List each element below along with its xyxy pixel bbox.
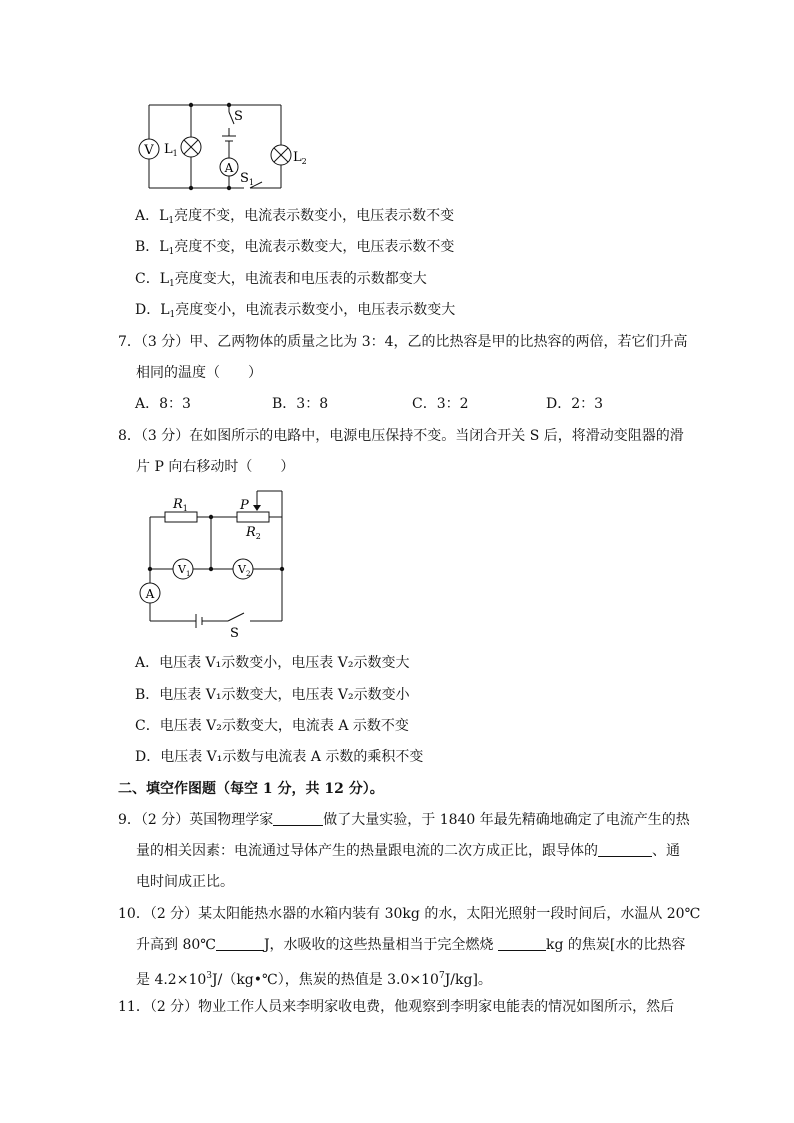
r2-label: $R_2$ — [246, 525, 261, 541]
q8-option-c: C．电压表 V₂示数变大，电流表 A 示数不变 — [135, 718, 409, 734]
q7-option-a: A．8：3 — [135, 396, 191, 412]
slider-p-label: P — [240, 498, 249, 513]
switch-2-label: S — [230, 626, 239, 641]
q10-line1: 10．（2 分）某太阳能热水器的水箱内装有 30kg 的水，太阳光照射一段时间后，水温从 20℃ — [118, 906, 701, 922]
r1-label: $R_1$ — [173, 497, 188, 513]
q9-line3: 电时间成正比。 — [136, 874, 234, 890]
q7-stem-line2: 相同的温度（ ） — [136, 365, 262, 381]
v2-label: $V_2$ — [238, 563, 251, 578]
q6-option-d: D．$L_1$亮度变小，电流表示数变小，电压表示数变大 — [135, 302, 456, 320]
q10-blank-2[interactable] — [498, 936, 546, 951]
voltmeter-label: V — [144, 143, 154, 158]
q9-line1: 9．（2 分）英国物理学家 做了大量实验，于 1840 年最先精确地确定了电流产生的热 — [118, 812, 690, 828]
q10-line2: 升高到 80℃ J，水吸收的这些热量相当于完全燃烧 kg 的焦炭[水的比热容 — [136, 937, 686, 953]
ammeter-2-label: A — [145, 587, 155, 601]
q6-option-c: C．$L_1$亮度变大，电流表和电压表的示数都变大 — [135, 271, 427, 289]
q8-stem-line2: 片 P 向右移动时（ ） — [136, 459, 295, 475]
q8-stem-line1: 8．（3 分）在如图所示的电路中，电源电压保持不变。当闭合开关 S 后，将滑动变阻器的滑 — [118, 428, 684, 444]
ammeter-label: A — [224, 161, 234, 175]
lamp2-label: $L_2$ — [293, 150, 307, 166]
q10-line3: 是 $4.2\times 10^3J/(kg•℃)$，焦炭的热值是 $3.0\times 10^7J/kg$]。 — [136, 971, 492, 988]
q6-option-b: B．$L_1$亮度不变，电流表示数变大，电压表示数不变 — [135, 239, 455, 257]
lamp1-label: $L_1$ — [164, 142, 178, 158]
section-2-title: 二、填空作图题（每空 1 分，共 12 分）。 — [118, 781, 384, 797]
q9-line2: 量的相关因素：电流通过导体产生的热量跟电流的二次方成正比，跟导体的 、通 — [136, 843, 680, 859]
q7-option-d: D．2：3 — [546, 396, 604, 412]
v1-label: $V_1$ — [178, 563, 191, 578]
circuit-diagram-2 — [130, 484, 300, 644]
q8-option-b: B．电压表 V₁示数变大，电压表 V₂示数变小 — [135, 687, 410, 703]
q9-blank-2[interactable] — [598, 842, 652, 857]
switch-s1-label: $S_1$ — [240, 171, 254, 187]
q9-blank-1[interactable] — [273, 811, 323, 826]
q6-option-a: A．$L_1$亮度不变，电流表示数变小，电压表示数不变 — [135, 208, 455, 226]
q8-option-d: D．电压表 V₁示数与电流表 A 示数的乘积不变 — [135, 749, 424, 765]
switch-s-label: S — [234, 109, 243, 124]
circuit-diagram-1 — [130, 96, 330, 196]
q11-line1: 11．（2 分）物业工作人员来李明家收电费，他观察到李明家电能表的情况如图所示，然后 — [118, 999, 675, 1015]
q10-blank-1[interactable] — [216, 936, 264, 951]
q8-option-a: A．电压表 V₁示数变小，电压表 V₂示数变大 — [135, 655, 410, 671]
q7-option-b: B．3：8 — [272, 396, 329, 412]
q7-option-c: C．3：2 — [412, 396, 469, 412]
q7-stem-line1: 7．（3 分）甲、乙两物体的质量之比为 3：4，乙的比热容是甲的比热容的两倍，若它们升高 — [118, 334, 688, 350]
